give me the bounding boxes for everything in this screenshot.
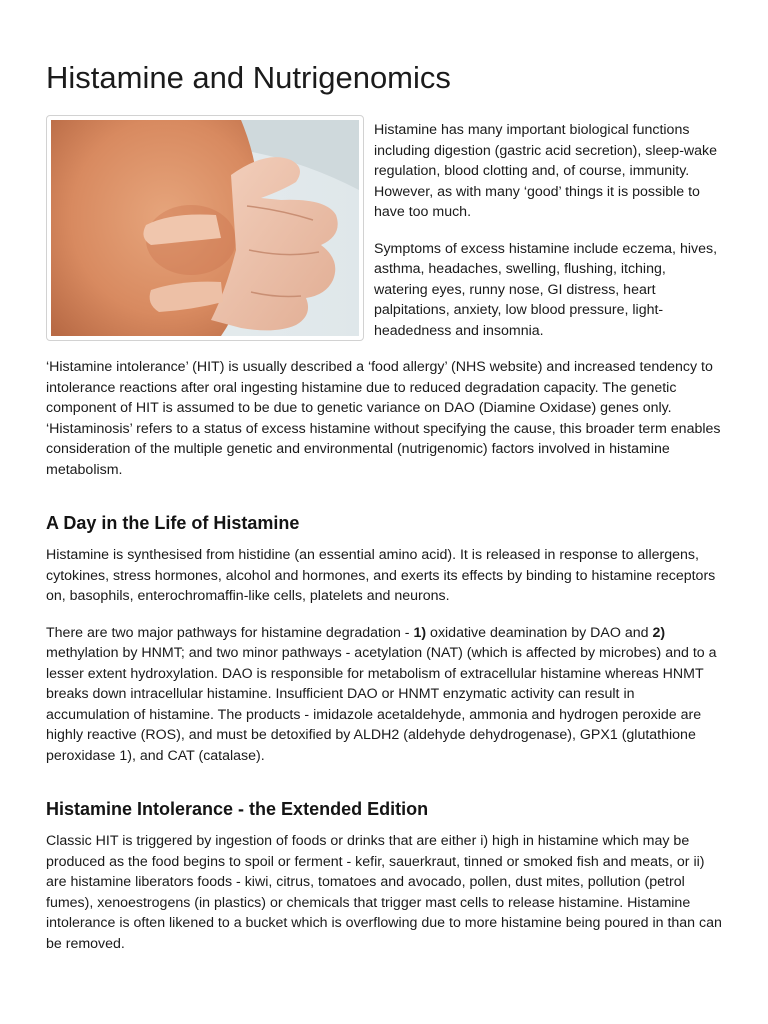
paragraph-classic-hit: Classic HIT is triggered by ingestion of foods or drinks that are either i) high in histamine which may be produced as the food begins to spoil or ferment - kefir, sauerkraut, tinned or smoked fish and meats, or ii) are histamine liberators foods - kiwi, citrus, tomatoes and avocado, pollen, dust mites, pollution (petrol fumes), xenoestrogens (in plastics) or chemicals that trigger mast cells to release histamine. Histamine intolerance is often likened to a bucket which is overflowing due to more histamine being poured in than can be removed.	[46, 833, 722, 952]
pathway-marker-1: 1)	[413, 624, 427, 641]
page-title: Histamine and Nutrigenomics	[46, 60, 451, 95]
degradation-text-dao: oxidative deamination by DAO and	[426, 624, 653, 641]
paragraph-degradation	[46, 623, 722, 767]
intro-paragraph-functions: Histamine has many important biological functions including digestion (gastric acid secretion), sleep-wake regulation, blood clotting and, of course, immunity. However, as with many ‘good’ things it is possible to have too much.	[374, 122, 718, 220]
paragraph-histamine-intolerance: ‘Histamine intolerance’ (HIT) is usually described a ‘food allergy’ (NHS website) and increased tendency to intolerance reactions after oral ingesting histamine due to reduced degradation capacity. The genetic component of HIT is assumed to be due to genetic variance on DAO (Diamine Oxidase) genes only. ‘Histaminosis’ refers to a status of excess histamine without specifying the cause, this broader term enables consideration of the multiple genetic and environmental (nutrigenomic) factors involved in histamine metabolism.	[46, 359, 721, 478]
degradation-text-hnmt: methylation by HNMT; and two minor pathways - acetylation (NAT) (which is affected by microbes) and to a lesser extent hydroxylation. DAO is responsible for metabolism of extracellular histamine whereas HNMT breaks down intracellular histamine. Insufficient DAO or HNMT enzymatic activity can result in accumulation of histamine. The products - imidazole acetaldehyde, ammonia and hydrogen peroxide are highly reactive (ROS), and must be detoxified by ALDH2 (aldehyde dehydrogenase), GPX1 (glutathione peroxidase 1), and CAT (catalase).	[46, 645, 717, 764]
section-heading-extended-edition: Histamine Intolerance - the Extended Edition	[46, 799, 429, 819]
intro-block	[46, 115, 722, 344]
intro-text	[374, 120, 720, 341]
intro-paragraph-symptoms: Symptoms of excess histamine include eczema, hives, asthma, headaches, swelling, flushing, itching, watering eyes, runny nose, GI distress, heart palpitations, anxiety, low blood pressure, light-headedness and insomnia.	[374, 240, 718, 339]
article-photo	[46, 115, 364, 341]
photo-of-person-scratching-skin-icon	[51, 120, 359, 336]
section-heading-day-in-life: A Day in the Life of Histamine	[46, 513, 300, 533]
degradation-text-intro: There are two major pathways for histamine degradation -	[46, 624, 414, 641]
paragraph-synthesis: Histamine is synthesised from histidine (an essential amino acid). It is released in response to allergens, cytokines, stress hormones, alcohol and hormones, and exerts its effects by binding to histamine receptors on, basophils, enterochromaffin-like cells, platelets and neurons.	[46, 547, 716, 604]
pathway-marker-2: 2)	[652, 624, 666, 641]
